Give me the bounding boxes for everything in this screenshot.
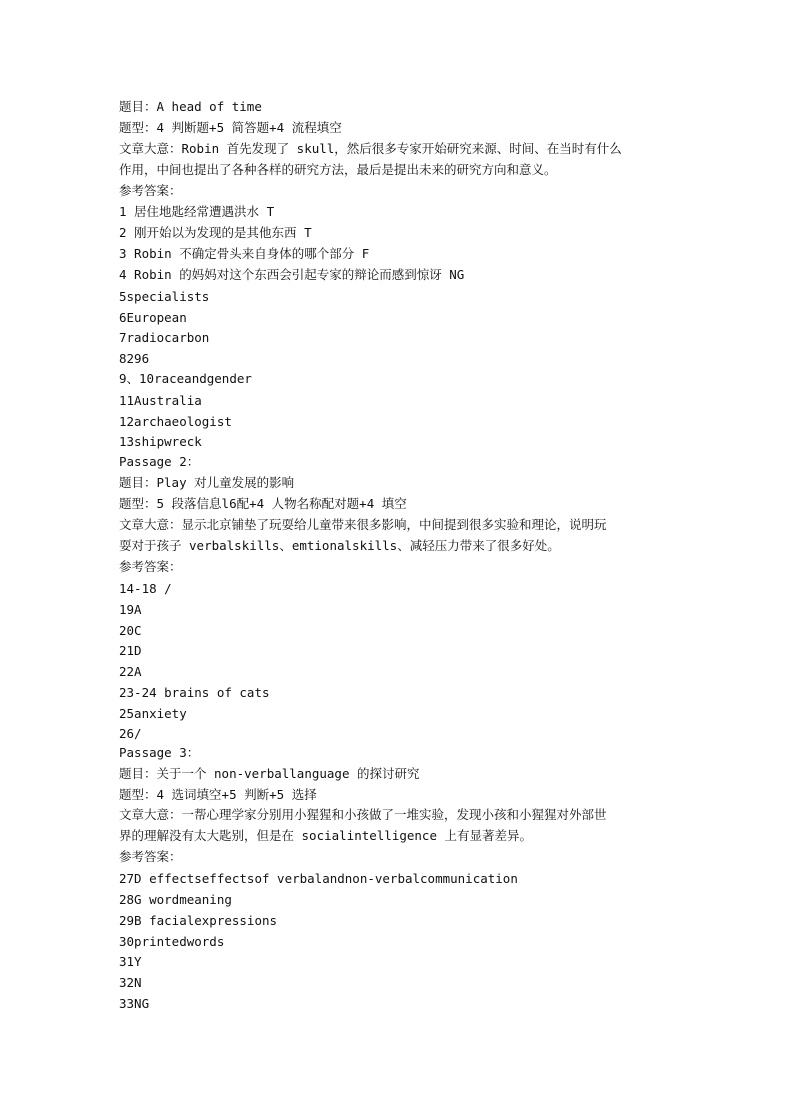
answer-line: 26/ xyxy=(119,726,142,741)
passage3-answers-heading: 参考答案： xyxy=(119,849,182,864)
passage1-summary-line1: 文章大意：Robin 首先发现了 skull，然后很多专家开始研究来源、时间、在当时有什么 xyxy=(119,141,622,156)
answer-line: 21D xyxy=(119,643,142,658)
passage2-summary-line2: 耍对于孩子 verbalskills、emtionalskills、减轻压力带来了很多好处。 xyxy=(119,538,560,553)
answer-line: 19A xyxy=(119,602,142,617)
passage2-title: 题目：Play 对儿童发展的影响 xyxy=(119,475,295,490)
answer-line: 14-18 / xyxy=(119,581,172,596)
answer-line: 6European xyxy=(119,310,187,325)
passage2-summary-line1: 文章大意：显示北京铺垫了玩耍给儿童带来很多影响，中间提到很多实验和理论，说明玩 xyxy=(119,517,607,532)
passage3-title: 题目：关于一个 non-verballanguage 的探讨研究 xyxy=(119,766,420,781)
passage3-heading: Passage 3： xyxy=(119,745,200,760)
answer-line: 8296 xyxy=(119,351,150,366)
answer-line: 9、10raceandgender xyxy=(119,371,252,386)
passage3-summary-line1: 文章大意：一帮心理学家分别用小猩猩和小孩做了一堆实验，发现小孩和小猩猩对外部世 xyxy=(119,807,607,822)
answer-line: 27D effectseffectsof verbalandnon-verbalcommunication xyxy=(119,871,518,886)
passage2-question-types: 题型：5 段落信息l6配+4 人物名称配对题+4 填空 xyxy=(119,496,407,511)
passage3-summary-line2: 界的理解没有太大匙别，但是在 socialintelligence 上有显著差异。 xyxy=(119,828,533,843)
answer-line: 1 居住地匙经常遭遇洪水 T xyxy=(119,204,275,219)
answer-line: 5specialists xyxy=(119,289,210,304)
answer-line: 4 Robin 的妈妈对这个东西会引起专家的辩论而感到惊讶 NG xyxy=(119,267,465,282)
passage2-answers-heading: 参考答案： xyxy=(119,559,182,574)
answer-line: 2 刚开始以为发现的是其他东西 T xyxy=(119,225,312,240)
answer-line: 32N xyxy=(119,975,142,990)
answer-line: 31Y xyxy=(119,954,142,969)
answer-line: 30printedwords xyxy=(119,934,225,949)
answer-line: 11Australia xyxy=(119,393,202,408)
answer-line: 33NG xyxy=(119,996,150,1011)
passage1-answers-heading: 参考答案： xyxy=(119,183,182,198)
passage3-question-types: 题型：4 选词填空+5 判断+5 选择 xyxy=(119,787,317,802)
passage2-heading: Passage 2： xyxy=(119,454,200,469)
answer-line: 25anxiety xyxy=(119,706,187,721)
answer-line: 23-24 brains of cats xyxy=(119,685,270,700)
answer-line: 28G wordmeaning xyxy=(119,892,232,907)
passage1-question-types: 题型：4 判断题+5 简答题+4 流程填空 xyxy=(119,120,342,135)
answer-line: 7radiocarbon xyxy=(119,330,210,345)
answer-line: 20C xyxy=(119,623,142,638)
answer-line: 13shipwreck xyxy=(119,434,202,449)
passage1-title: 题目：A head of time xyxy=(119,99,262,114)
passage1-summary-line2: 作用，中间也提出了各种各样的研究方法，最后是提出未来的研究方向和意义。 xyxy=(119,162,557,177)
answer-line: 3 Robin 不确定骨头来自身体的哪个部分 F xyxy=(119,246,370,261)
answer-line: 12archaeologist xyxy=(119,414,232,429)
answer-line: 29B facialexpressions xyxy=(119,913,278,928)
answer-line: 22A xyxy=(119,664,142,679)
